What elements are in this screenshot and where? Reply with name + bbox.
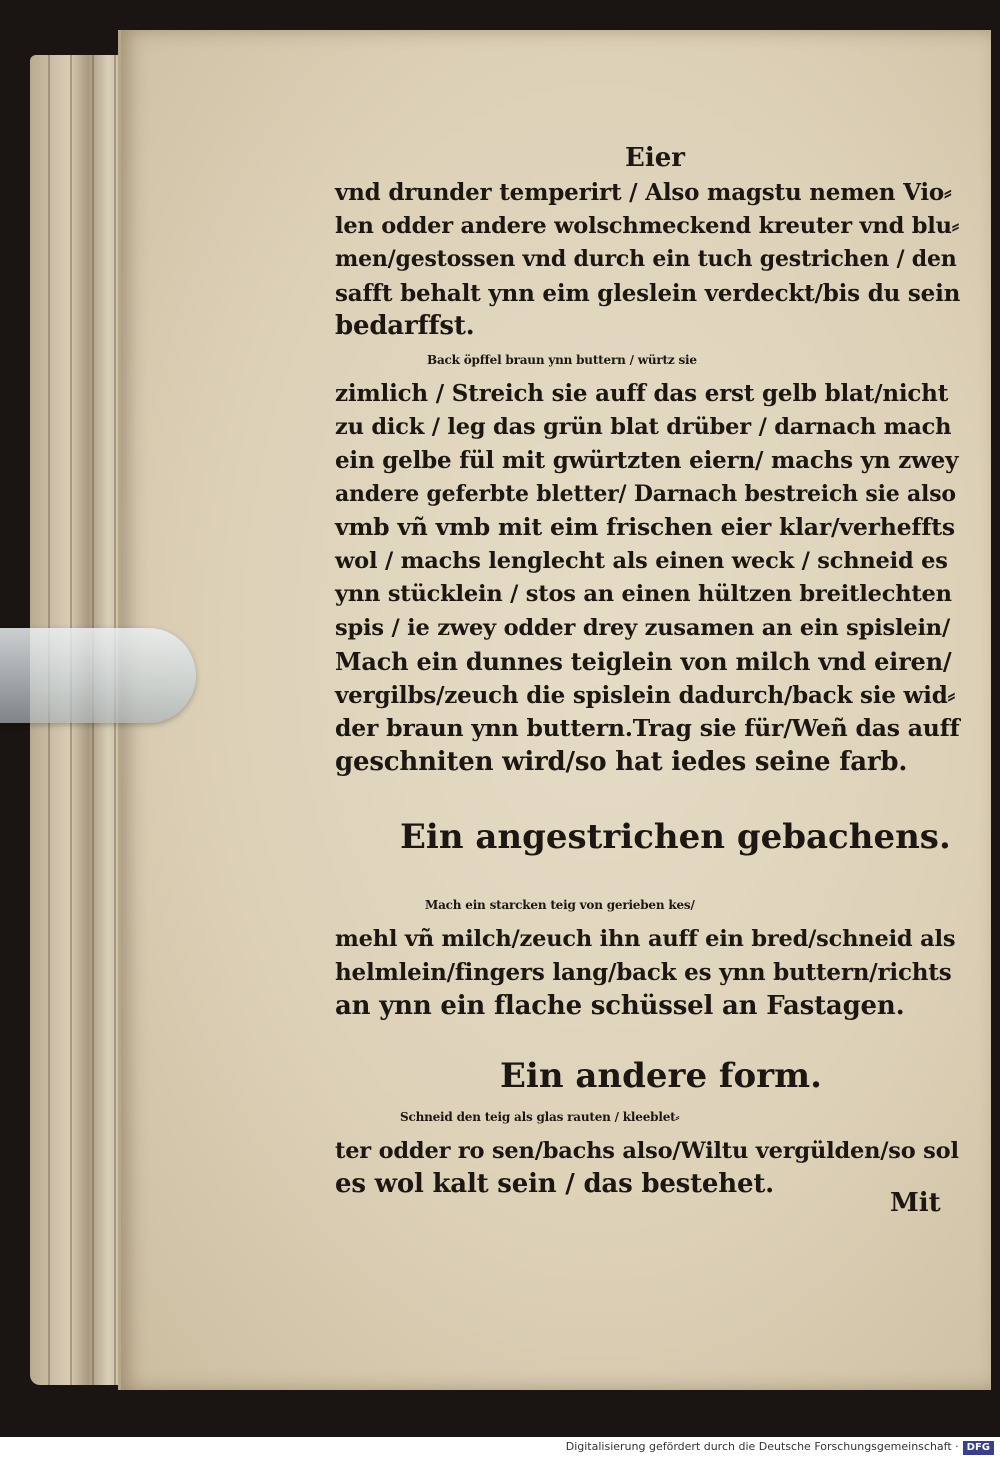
text-line: vmb vñ vmb mit eim frischen eier klar/verheffts (335, 513, 955, 541)
running-head: Eier (625, 143, 685, 173)
text-line: andere geferbte bletter/ Darnach bestreich sie also (335, 480, 956, 507)
text-line: Schneid den teig als glas rauten / kleeblet⸗ (400, 1110, 680, 1124)
text-line: ter odder ro sen/bachs also/Wiltu vergülden/so sol (335, 1137, 959, 1164)
text-line: geschniten wird/so hat iedes seine farb. (335, 746, 908, 777)
text-line: bedarffst. (335, 311, 475, 341)
section-heading: Ein andere form. (500, 1056, 822, 1096)
text-line: vergilbs/zeuch die spislein dadurch/back sie wid⸗ (335, 681, 956, 709)
text-line: ynn stücklein / stos an einen hültzen breitlechten (335, 581, 952, 607)
text-line: Back öpffel braun ynn buttern / würtz sie (427, 352, 697, 367)
paragraph-4 (335, 1101, 960, 1202)
text-line: es wol kalt sein / das bestehet. (335, 1169, 774, 1199)
text-line: spis / ie zwey odder drey zusamen an ein spislein/ (335, 614, 950, 641)
text-line: men/gestossen vnd durch ein tuch gestrichen / den (335, 246, 957, 272)
footer-credit: Digitalisierung gefördert durch die Deutsche Forschungsgemeinschaft · (565, 1440, 959, 1453)
catchword: Mit (890, 1188, 941, 1218)
footer-bar (0, 1437, 1000, 1457)
text-line: ein gelbe fül mit gwürtzten eiern/ machs yn zwey (335, 447, 959, 474)
text-line: an ynn ein flache schüssel an Fastagen. (335, 990, 905, 1021)
text-line: Mach ein dunnes teiglein von milch vnd eiren/ (335, 647, 952, 676)
section-heading: Ein angestrichen gebachens. (400, 817, 951, 857)
text-line: zu dick / leg das grün blat drüber / darnach mach (335, 413, 952, 440)
glass-page-clip (0, 628, 196, 723)
text-line: mehl vñ milch/zeuch ihn auff ein bred/schneid als (335, 925, 956, 952)
text-line: der braun ynn buttern.Trag sie für/Weñ das auff (335, 714, 960, 742)
paragraph-2 (335, 344, 960, 780)
text-line: len odder andere wolschmeckend kreuter vnd blu⸗ (335, 212, 960, 239)
page-text (335, 140, 960, 1202)
text-line: Mach ein starcken teig von gerieben kes/ (425, 898, 695, 912)
text-line: safft behalt ynn eim gleslein verdeckt/bis du sein (335, 279, 961, 307)
dfg-logo: DFG (963, 1441, 994, 1455)
paragraph-1 (335, 176, 960, 344)
text-line: zimlich / Streich sie auff das erst gelb blat/nicht (335, 380, 949, 407)
text-line: vnd drunder temperirt / Also magstu nemen Vio⸗ (335, 179, 952, 206)
text-line: wol / machs lenglecht als einen weck / schneid es (335, 547, 948, 574)
text-line: helmlein/fingers lang/back es ynn buttern/richts (335, 959, 952, 986)
paragraph-3 (335, 889, 960, 1023)
